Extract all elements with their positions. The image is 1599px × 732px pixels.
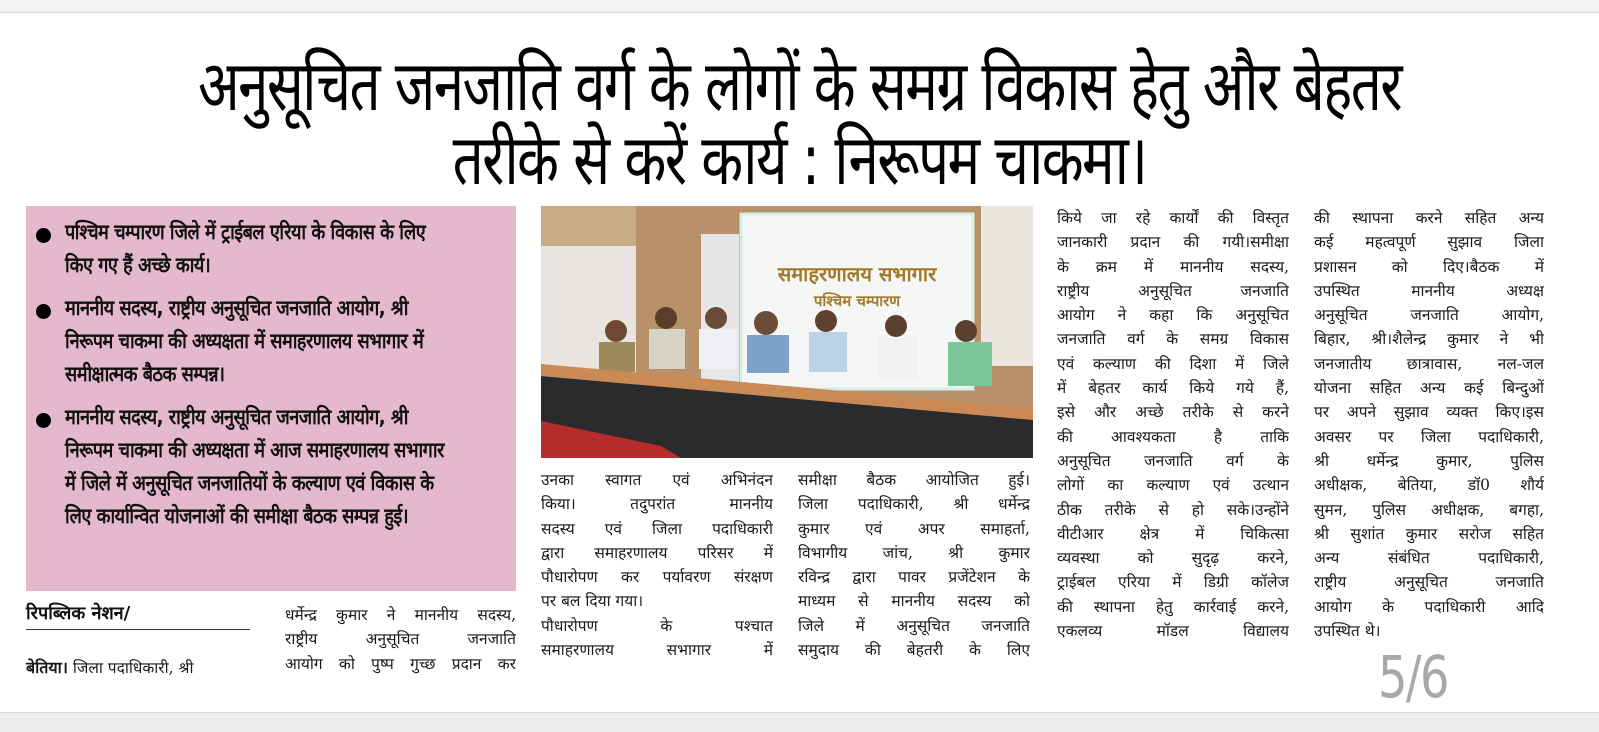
column-line: सदस्य एवं जिला पदाधिकारी [541,519,773,538]
bullet-icon [36,304,51,319]
article-column-5 [1057,206,1289,643]
article-column-2 [285,603,516,676]
column-line: धर्मेन्द्र कुमार ने माननीय सदस्य, [285,606,516,624]
column-line: वीटीआर क्षेत्र में चिकित्सा [1057,524,1289,543]
bullet-icon [36,413,51,428]
dateline-text: जिला पदाधिकारी, श्री [72,659,194,677]
column-line: राष्ट्रीय अनुसूचित जनजाति [1314,573,1544,592]
column-line: उपस्थित थे। [1314,622,1381,641]
column-line: उनका स्वागत एवं अभिनंदन [541,471,773,489]
column-line: आयोग को पुष्प गुच्छ प्रदान कर [285,654,516,673]
column-line: अनुसूचित जनजाति आयोग, [1314,306,1544,325]
page-indicator: 5/6 [1378,643,1448,711]
column-line: समीक्षा बैठक आयोजित हुई। [798,471,1030,489]
viewer-bottom-bar [0,712,1599,732]
article-column-3 [541,468,773,662]
highlight-item [36,216,508,282]
column-line: अनुसूचित जनजाति वर्ग के [1057,451,1289,470]
column-line: श्री सुशांत कुमार सरोज सहित [1314,524,1544,543]
column-line: जानकारी प्रदान की गयी।समीक्षा [1057,233,1289,252]
column-line: राष्ट्रीय अनुसूचित जनजाति [1057,281,1289,300]
column-line: माध्यम से माननीय सदस्य को [798,592,1030,611]
column-line: राष्ट्रीय अनुसूचित जनजाति [285,630,516,649]
column-line: उपस्थित माननीय अध्यक्ष [1314,281,1544,300]
highlight-text: माननीय सदस्य, राष्ट्रीय अनुसूचित जनजाति आयोग, श्री निरूपम चाकमा की अध्यक्षता में समाहरणालय सभागार में समीक्षात्मक बैठक सम्पन्न। [65,296,424,386]
column-line: ठीक तरीके से हो सके।उन्होंने [1057,500,1289,519]
column-line: आयोग के पदाधिकारी आदि [1314,597,1544,616]
column-line: योजना सहित अन्य कई बिन्दुओं [1314,379,1544,398]
column-line: श्री धर्मेन्द्र कुमार, पुलिस [1314,451,1544,470]
newspaper-page [0,12,1599,713]
column-line: पर अपने सुझाव व्यक्त किए।इस [1314,403,1544,422]
column-line: किया। तदुपरांत माननीय [541,495,773,514]
column-line: सुमन, पुलिस अधीक्षक, बगहा, [1314,500,1544,519]
headline-line-1: अनुसूचित जनजाति वर्ग के लोगों के समग्र विकास हेतु और बेहतर [197,45,1402,127]
column-line: बिहार, श्री।शैलेन्द्र कुमार ने भी [1314,330,1544,349]
bullet-icon [36,228,51,243]
column-line: किये जा रहे कार्यों की विस्तृत [1057,209,1289,227]
column-line: द्वारा समाहरणालय परिसर में [541,543,773,562]
byline: रिपब्लिक नेशन/ [26,601,250,630]
column-line: पर बल दिया गया। [541,592,644,611]
highlight-item [36,292,508,391]
meeting-photo-illustration [541,206,1033,458]
column-line: जिले में अनुसूचित जनजाति [798,616,1030,635]
column-line: पौधारोपण कर पर्यावरण संरक्षण [541,568,773,587]
column-line: की स्थापना हेतु कार्रवाई करने, [1057,597,1289,616]
column-line: की स्थापना करने सहित अन्य [1314,209,1544,227]
article-column-4 [798,468,1030,662]
column-line: ट्राईबल एरिया में डिग्री कॉलेज [1057,573,1289,592]
column-line: व्यवस्था को सुदृढ़ करने, [1057,549,1289,568]
photo-sign-line-1: समाहरणालय सभागार [777,262,937,286]
column-line: जनजाति वर्ग के समग्र विकास [1057,330,1289,349]
column-line: अधीक्षक, बेतिया, डॉ0 शौर्य [1314,476,1544,495]
column-line: समाहरणालय सभागार में [541,641,773,660]
column-line: कुमार एवं अपर समाहर्ता, [798,519,1030,538]
column-line: लोगों का कल्याण एवं उत्थान [1057,476,1289,495]
column-line: एवं कल्याण की दिशा में जिले [1057,354,1289,373]
column-line: एकलव्य मॉडल विद्यालय [1057,622,1289,641]
highlights-box [26,206,516,591]
column-line: अन्य संबंधित पदाधिकारी, [1314,549,1544,568]
highlight-text: पश्चिम चम्पारण जिले में ट्राईबल एरिया के विकास के लिए किए गए हैं अच्छे कार्य। [65,220,426,277]
highlight-text: माननीय सदस्य, राष्ट्रीय अनुसूचित जनजाति आयोग, श्री निरूपम चाकमा की अध्यक्षता में आज समाहरणालय सभागार में जिले में अनुसूचित जनजातियों के कल्याण एवं विकास के लिए कार्यान्वित योजनाओं की समीक्षा बैठक सम्पन्न हुई। [65,405,444,528]
column-line: जिला पदाधिकारी, श्री धर्मेन्द्र [798,495,1030,514]
dateline-place: बेतिया। [26,658,68,677]
column-line: रविन्द्र द्वारा पावर प्रजेंटेशन के [798,568,1030,587]
column-line: पौधारोपण के पश्चात [541,616,773,635]
column-line: विभागीय जांच, श्री कुमार [798,543,1030,562]
column-line: कई महत्वपूर्ण सुझाव जिला [1314,233,1544,252]
column-line: समुदाय की बेहतरी के लिए [798,641,1030,660]
dateline [26,656,194,678]
column-line: अवसर पर जिला पदाधिकारी, [1314,427,1544,446]
column-line: इसे और अच्छे तरीके से करने [1057,403,1289,422]
headline-line-2: तरीके से करें कार्य : निरूपम चाकमा। [452,119,1147,201]
column-line: की आवश्यकता है ताकि [1057,427,1289,446]
meeting-photo [541,206,1033,458]
column-line: के क्रम में माननीय सदस्य, [1057,257,1289,276]
column-line: प्रशासन को दिए।बैठक में [1314,257,1544,276]
highlight-item [36,401,508,533]
column-line: आयोग ने कहा कि अनुसूचित [1057,306,1289,325]
column-line: जनजातीय छात्रावास, नल-जल [1314,354,1544,373]
article-column-6 [1314,206,1544,643]
photo-sign-line-2: पश्चिम चम्पारण [813,292,901,310]
column-line: में बेहतर कार्य किये गये हैं, [1057,379,1289,398]
